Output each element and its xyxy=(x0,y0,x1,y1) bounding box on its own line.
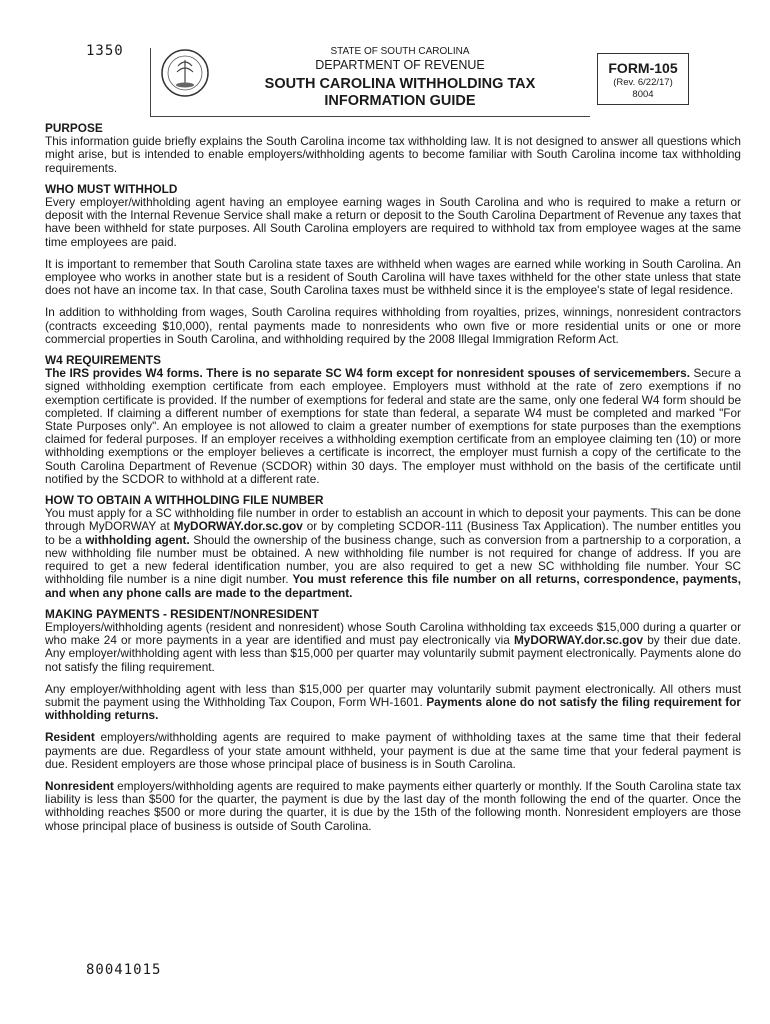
document-title-line2: INFORMATION GUIDE xyxy=(324,93,476,109)
form-number: 8004 xyxy=(632,89,654,100)
text-run: employers/withholding agents are required to make payments either quarterly or monthly. If the South Carolina state tax liability is less than $500 for the quarter, the payment is due by the last day of the month following the end of the quarter. Once the withholding reaches $500 or more during the quarter, it is due by the 15th of the following month. Nonresident employers are those whose principal place of business is outside of South Carolina. xyxy=(45,778,741,833)
section-heading: MAKING PAYMENTS - RESIDENT/NONRESIDENT xyxy=(45,606,319,621)
paragraph xyxy=(45,507,741,599)
document-header xyxy=(230,46,570,110)
paragraph: Every employer/withholding agent having an employee earning wages in South Carolina and who is required to make a return or deposit with the Internal Revenue Service shall make a return or deposit to the South Carolina Department of Revenue any taxes that have been withheld for state purposes. All South Carolina employers are required to withhold tax from employee wages at the same time employees are paid. xyxy=(45,195,741,249)
paragraph: This information guide briefly explains the South Carolina income tax withholding law. It is not designed to answer all questions which might arise, but is intended to enable employers/withholding agents to become familiar with South Carolina income tax withholding requirements. xyxy=(45,134,741,175)
section-heading: W4 REQUIREMENTS xyxy=(45,353,162,368)
form-name: FORM-105 xyxy=(608,60,678,76)
bold-run: withholding agent. xyxy=(85,532,190,547)
section-heading: WHO MUST WITHHOLD xyxy=(45,181,178,196)
department-name: DEPARTMENT OF REVENUE xyxy=(315,58,485,72)
document-title-line1: SOUTH CAROLINA WITHHOLDING TAX xyxy=(264,76,536,92)
document-body xyxy=(45,122,741,841)
form-code-top: 1350 xyxy=(86,43,124,59)
form-id-box xyxy=(597,53,689,105)
mydorway-link-text: MyDORWAY.dor.sc.gov xyxy=(173,519,303,534)
section-making-payments xyxy=(45,608,741,833)
paragraph xyxy=(45,731,741,771)
bold-run: You must reference this file number on all returns, correspondence, payments, and when any phone calls are made to the department. xyxy=(45,572,741,600)
text-run: Any employer/withholding agent with less than $15,000 per quarter may voluntarily submit payment electronically. All others must submit the payment using the Withholding Tax Coupon, Form WH-1601. xyxy=(45,681,741,709)
paragraph xyxy=(45,621,741,674)
text-run: Employers/withholding agents (resident and nonresident) whose South Carolina withholding tax exceeds $15,000 during a quarter or who make 24 or more payments in a year are identified and must pay electronically via xyxy=(45,619,741,648)
bold-run: Resident xyxy=(45,730,95,745)
text-run: Should the ownership of the business change, such as conversion from a partnership to a corporation, a new withholding file number must be obtained. A new withholding file number is not required for change of address. If you are required to get a new federal identification number, you are also required to get a new SC withholding file number. Your SC withholding file number is a nine digit number. xyxy=(45,532,741,587)
bold-run: Payments alone do not satisfy the filing requirement for withholding returns. xyxy=(45,694,742,723)
mydorway-link-text: MyDORWAY.dor.sc.gov xyxy=(513,633,644,648)
section-heading: PURPOSE xyxy=(45,121,103,135)
section-heading: HOW TO OBTAIN A WITHHOLDING FILE NUMBER xyxy=(45,493,324,508)
text-run: by their due date. Any employer/withholding agent with less than $15,000 per quarter may voluntarily submit payment electronically. Payments alone do not satisfy the filing requirement. xyxy=(45,633,741,674)
section-who-must-withhold xyxy=(45,183,741,346)
paragraph xyxy=(45,683,741,723)
section-purpose xyxy=(45,122,741,175)
state-seal-icon xyxy=(160,48,210,98)
paragraph xyxy=(45,780,741,833)
bold-statement: The IRS provides W4 forms. There is no separate SC W4 form except for nonresident spouses of servicemembers. xyxy=(45,366,690,381)
text-run: You must apply for a SC withholding file number in order to establish an account in which to deposit your payments. This can be done through MyDORWAY at xyxy=(45,506,741,534)
section-w4-requirements xyxy=(45,354,741,486)
bold-run: Nonresident xyxy=(45,778,114,793)
form-revision: (Rev. 6/22/17) xyxy=(613,77,673,88)
header-rule-horizontal xyxy=(150,116,590,117)
text-run: employers/withholding agents are required to make payment of withholding taxes at the same time that their federal payments are due. Regardless of your state amount withheld, your payment is due at the same time that your federal payment is due. Resident employers are those whose principal place of business is in South Carolina. xyxy=(45,730,741,771)
section-obtain-file-number xyxy=(45,494,741,600)
paragraph: In addition to withholding from wages, South Carolina requires withholding from royalties, prizes, winnings, nonresident contractors (contracts exceeding $10,000), rental payments made to nonresidents who own five or more residential units or one or more commercial properties in South Carolina, and withholding required by the 2008 Illegal Immigration Reform Act. xyxy=(45,305,741,346)
form-code-bottom: 80041015 xyxy=(86,962,162,978)
header-rule-vertical xyxy=(150,48,151,116)
paragraph xyxy=(45,367,741,486)
state-name: STATE OF SOUTH CAROLINA xyxy=(330,46,470,57)
paragraph: It is important to remember that South Carolina state taxes are withheld when wages are earned while working in South Carolina. An employee who works in another state but is a resident of South Carolina will have taxes withheld for the other state unless that state does not have an income tax. In that case, South Carolina taxes must be withheld since it is the employee's state of legal residence. xyxy=(45,256,741,298)
text-run: or by completing SCDOR-111 (Business Tax Application). The number entitles you to be a xyxy=(45,519,741,547)
paragraph-text: Secure a signed withholding exemption certificate from each employee. Employers must withhold at the rate of zero exemptions if no exemption certificate is provided. If the number of exemptions for federal and state are the same, only one federal W4 form should be completed. If claiming a different number of exemptions for state than federal, a separate W4 must be completed and marked "For State Purposes only". An employee is not allowed to claim a greater number of exemptions for state purposes than the exemptions claimed for federal purposes. If an employer receives a withholding exemption certificate from an employee claiming ten (10) or more withholding exemptions or the employer believes a certificate is incorrect, the employer must furnish a copy of the certificate to the South Carolina Department of Revenue (SCDOR) within 30 days. The employer must withhold on the basis of the certificate until notified by the SCDOR to withhold at a different rate. xyxy=(45,366,741,486)
